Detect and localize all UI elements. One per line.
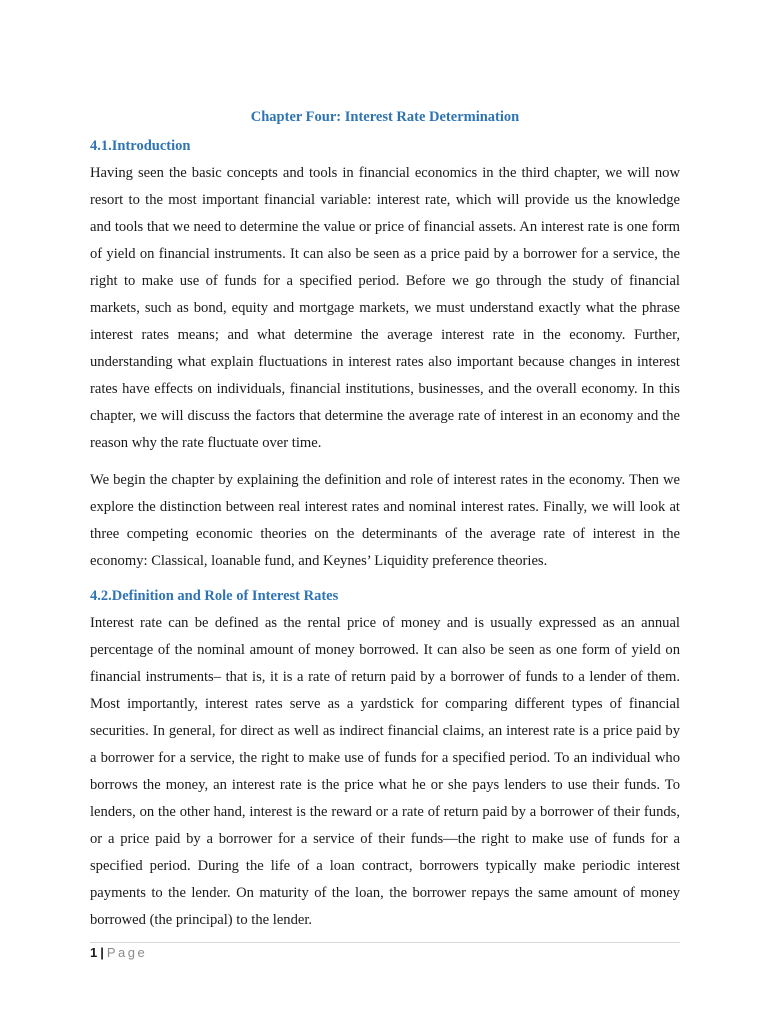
definition-paragraph: Interest rate can be defined as the rental price of money and is usually expressed as an annual percentage of the nominal amount of money borrowed. It can also be seen as one form of yield on financial instruments– that is, it is a rate of return paid by a borrower of funds to a lender of them. Most importantly, interest rates serve as a yardstick for comparing different types of financial securities. In general, for direct as well as indirect financial claims, an interest rate is a price paid by a borrower for a service, the right to make use of funds for a specified period. To an individual who borrows the money, an interest rate is the price what he or she pays lenders to use their funds. To lenders, on the other hand, interest is the reward or a rate of return paid by a borrower of their funds, or a price paid by a borrower for a service of their funds—the right to make use of funds for a specified period. During the life of a loan contract, borrowers typically make periodic interest payments to the lender. On maturity of the loan, the borrower repays the same amount of money borrowed (the principal) to the lender. bbox=[90, 615, 680, 928]
chapter-overview-paragraph: We begin the chapter by explaining the definition and role of interest rates in the economy. Then we explore the distinction between real interest rates and nominal interest rates. Finally, we will look at three competing economic theories on the determinants of the average rate of interest in the economy: Classical, loanable fund, and Keynes’ Liquidity preference theories. bbox=[90, 472, 680, 569]
introduction-paragraph: Having seen the basic concepts and tools in financial economics in the third chapter, we will now resort to the most important financial variable: interest rate, which will provide us the knowledge and tools that we need to determine the value or price of financial assets. An interest rate is one form of yield on financial instruments. It can also be seen as a price paid by a borrower for a service, the right to make use of funds for a specified period. Before we go through the study of financial markets, such as bond, equity and mortgage markets, we must understand exactly what the phrase interest rates means; and what determine the average interest rate in the economy. Further, understanding what explain fluctuations in interest rates also important because changes in interest rates have effects on individuals, financial institutions, businesses, and the overall economy. In this chapter, we will discuss the factors that determine the average rate of interest in an economy and the reason why the rate fluctuate over time. bbox=[90, 165, 680, 451]
page-footer bbox=[90, 945, 147, 960]
document-page bbox=[90, 0, 680, 1024]
section-heading-introduction: 4.1.Introduction bbox=[90, 138, 191, 154]
footer-separator: | bbox=[100, 945, 104, 960]
chapter-title: Chapter Four: Interest Rate Determination bbox=[250, 109, 520, 125]
section-heading-definition: 4.2.Definition and Role of Interest Rates bbox=[90, 588, 339, 604]
page-number: 1 bbox=[90, 945, 98, 960]
footer-divider bbox=[90, 942, 680, 943]
page-label: Page bbox=[106, 945, 148, 960]
